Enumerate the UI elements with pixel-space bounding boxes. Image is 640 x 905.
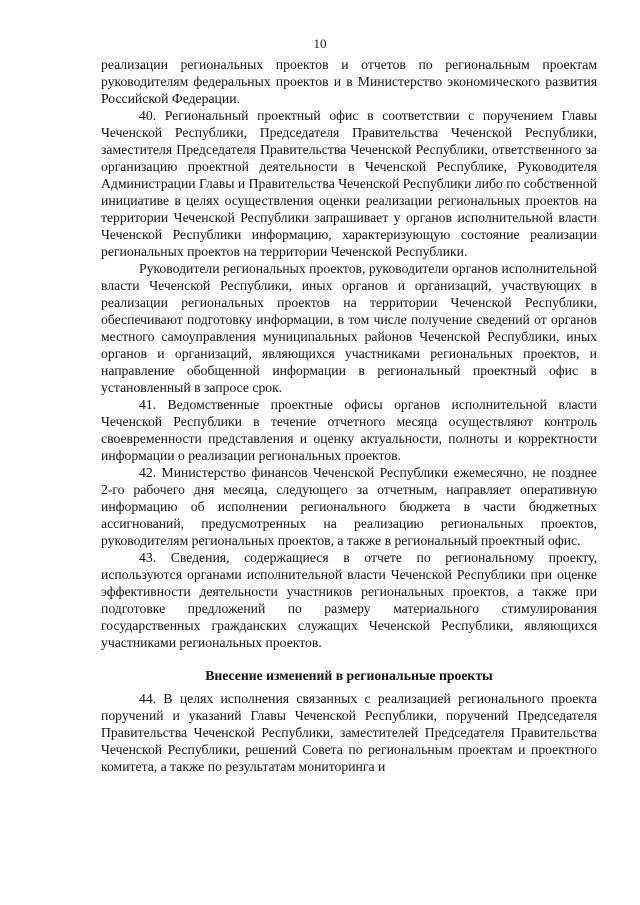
paragraph-40: 40. Региональный проектный офис в соответствии с поручением Главы Чеченской Республики, Председателя Правительства Чеченской Республики, заместителя Председателя Правительства Чеченской Республики, ответственного за организацию проектной деятельности в Чеченской Республике, Руководителя Администрации Главы и Правительства Чеченской Республики либо по собственной инициативе в целях осуществления оценки реализации региональных проектов на территории Чеченской Республики запрашивает у органов исполнительной власти Чеченской Республики информацию, характеризующую состояние реализации региональных проектов на территории Чеченской Республики. [101,108,598,259]
paragraph-continuation: реализации региональных проектов и отчетов по региональным проектам руководителям федеральных проектов и в Министерство экономического развития Российской Федерации. [101,57,597,106]
paragraph-40-continued: Руководители региональных проектов, руководители органов исполнительной власти Чеченской Республики, иных органов и организаций, участвующих в реализации региональных проектов на территории Чеченской Республики, обеспечивают подготовку информации, в том числе получение сведений от органов местного самоуправления муниципальных районов Чеченской Республики, иных органов и организаций, являющихся участниками региональных проектов, и направление обобщенной информации в региональный проектный офис в установленный в запросе срок. [101,261,597,395]
page-number: 10 [313,36,327,51]
paragraph-41: 41. Ведомственные проектные офисы органов исполнительной власти Чеченской Республики в течение отчетного месяца осуществляют контроль своевременности представления и оценку актуальности, полноты и корректности информации о реализации региональных проектов. [101,397,597,463]
paragraph-43: 43. Сведения, содержащиеся в отчете по региональному проекту, используются органами исполнительной власти Чеченской Республики при оценке эффективности деятельности участников региональных проектов, а также при подготовке предложений по размеру материального стимулирования государственных гражданских служащих Чеченской Республики, являющихся участниками региональных проектов. [101,550,597,650]
paragraph-42: 42. Министерство финансов Чеченской Республики ежемесячно, не позднее 2-го рабочего дня месяца, следующего за отчетным, направляет оперативную информацию об исполнении регионального бюджета в части бюджетных ассигнований, предусмотренных на реализацию региональных проектов, руководителям региональных проектов, а также в региональный проектный офис. [101,465,597,548]
document-body [101,56,597,775]
section-heading: Внесение изменений в региональные проекты [205,668,493,683]
paragraph-44: 44. В целях исполнения связанных с реализацией регионального проекта поручений и указаний Главы Чеченской Республики, поручений Председателя Правительства Чеченской Республики, заместителей Председателя Правительства Чеченской Республики, решений Совета по региональным проектам и проектного комитета, а также по результатам мониторинга и [101,691,597,774]
